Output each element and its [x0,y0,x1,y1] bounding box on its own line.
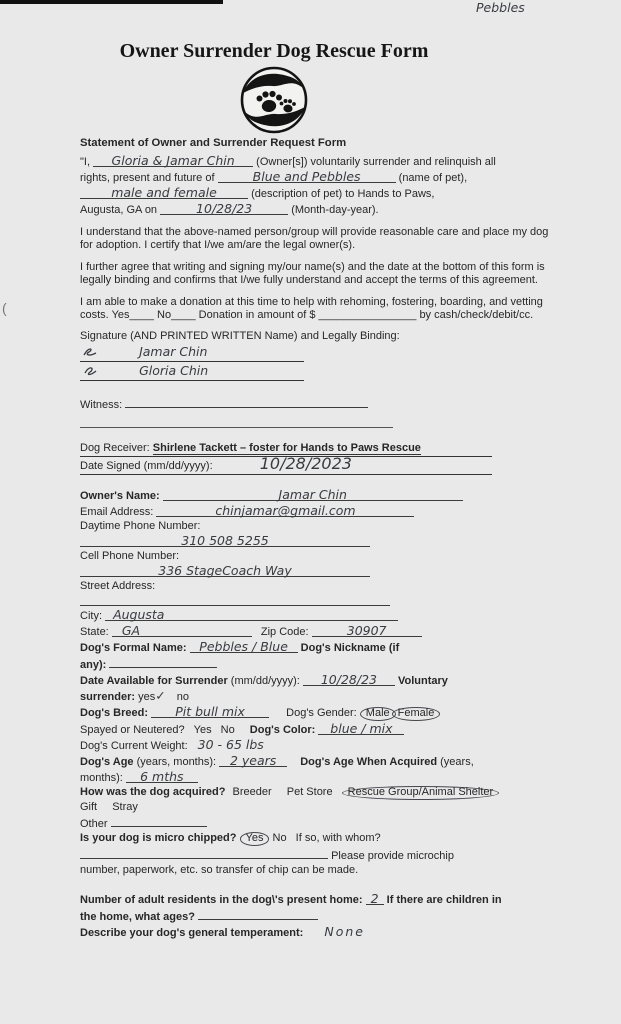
signature-scribble-icon [82,364,98,377]
cell-phone-label-row: Cell Phone Number: [80,550,180,562]
children-ages-row: the home, what ages? [80,908,552,924]
formal-name-row: Dog's Formal Name: Pebbles / Blue Dog's Nickname (if [80,639,400,654]
witness-row: Witness: [80,396,552,412]
scan-artifact-left-mark: ( [2,300,7,316]
date-available-row: Date Available for Surrender (mm/dd/yyyy): 10/28/23 Voluntary [80,672,448,687]
daytime-phone-blank: 310 508 5255 [80,534,370,547]
paragraph-donation: I am able to make a donation at this time to help with rehoming, fostering, boarding, and vetting costs. Yes____ No____ Donation in amount of $ ________________ by cash/check/debit/cc. [80,296,543,321]
witness-extra-line [80,415,393,428]
form-body [80,137,552,941]
weight-blank: 30 - 65 lbs [197,737,264,752]
temperament-row: Describe your dog's general temperament: None [80,924,365,939]
microchip-row: Is your dog is micro chipped? Yes No If so, with whom? [80,832,381,844]
chip-whom-blank [80,847,328,859]
date-signed-value: 10/28/2023 [259,454,352,473]
street-address-label-row: Street Address: [80,580,156,592]
street-address-value-row [80,594,552,607]
city-blank: Augusta [105,608,398,621]
age-acquired-row: months): 6 mths [80,770,552,785]
temperament-value: None [324,924,365,939]
owners-name-blank: Gloria & Jamar Chin [93,154,253,167]
state-blank: GA [112,624,252,637]
dog-receiver-row: Dog Receiver: Shirlene Tackett – foster for Hands to Paws Rescue [80,442,492,457]
statement-line-2: rights, present and future of Blue and Pebbles (name of pet), [80,169,468,184]
date-available-blank: 10/28/23 [303,673,395,686]
witness-blank [125,396,368,408]
daytime-phone-label-row: Daytime Phone Number: [80,520,201,532]
corner-note-dog-name: Pebbles [476,0,525,15]
gender-male-circled: Male [360,707,396,721]
gift-stray-row: Gift Stray [80,801,138,813]
statement-line-4: Augusta, GA on 10/28/23 (Month-day-year). [80,201,379,216]
other-blank [111,815,207,827]
voluntary-surrender-row: surrender: yes✓ no [80,688,190,703]
weight-row: Dog's Current Weight: 30 - 65 lbs [80,738,552,753]
scan-artifact-top-bar [0,0,223,4]
zip-blank: 30907 [312,624,422,637]
receiver-block [80,442,552,475]
statement-heading: Statement of Owner and Surrender Request Form [80,137,347,149]
cell-phone-value-row [80,564,552,579]
chip-yes-circled: Yes [240,832,270,846]
microchip-note-row: number, paperwork, etc. so transfer of chip can be made. [80,864,359,876]
nickname-blank [109,656,217,668]
date-signed-row: Date Signed (mm/dd/yyyy): 10/28/2023 [80,457,492,475]
formal-name-blank: Pebbles / Blue [190,640,298,653]
statement-line-3: male and female (description of pet) to Hands to Paws, [80,186,552,201]
owner-name-row: Owner's Name: Jamar Chin [80,488,552,503]
paragraph-legally-binding: I further agree that writing and signing my/our name(s) and the date at the bottom of this form is legally binding and confirms that I/we fully understand and accept the terms of this agreement. [80,261,545,286]
signature-scribble-icon [82,345,98,358]
age-acquired-blank: 6 mths [126,770,198,783]
owner-name-blank: Jamar Chin [163,488,463,501]
pet-name-blank: Blue and Pebbles [218,170,396,183]
nickname-row: any): [80,656,552,672]
signature-heading: Signature (AND PRINTED WRITTEN Name) and Legally Binding: [80,330,400,342]
surrender-date-blank: 10/28/23 [160,202,288,215]
home-info-block [80,892,552,940]
pet-description-blank: male and female [80,186,248,199]
how-rescue-circled: Rescue Group/Animal Shelter [342,786,500,800]
breed-blank: Pit bull mix [151,705,269,718]
other-row: Other [80,815,552,831]
how-acquired-row: How was the dog acquired? Breeder Pet Store Rescue Group/Animal Shelter [80,786,552,800]
dog-info-block [80,640,552,877]
cell-phone-blank: 336 StageCoach Way [80,564,370,577]
breed-gender-row: Dog's Breed: Pit bull mix Dog's Gender: Male Female [80,705,552,721]
email-row: Email Address: chinjamar@gmail.com [80,504,552,519]
signature-line-1: Jamar Chin [80,345,304,362]
dog-receiver-name: Shirlene Tackett – foster for Hands to Paws Rescue [152,442,421,454]
gender-female-circled: Female [392,707,441,721]
email-blank: chinjamar@gmail.com [156,504,414,517]
residents-row: Number of adult residents in the dog\'s present home: 2 If there are children in [80,891,502,906]
microchip-blank-row: Please provide microchip [80,847,552,863]
statement-line-1: "I, Gloria & Jamar Chin (Owner[s]) voluntarily surrender and relinquish all [80,153,496,168]
yes-checkmark: ✓ [155,688,166,703]
state-zip-row: State: GA Zip Code: 30907 [80,624,552,639]
form-title: Owner Surrender Dog Rescue Form [119,40,429,62]
spayed-color-row: Spayed or Neutered? Yes No Dog's Color: blue / mix [80,722,552,737]
owner-info-block [80,488,552,639]
hands-to-paws-logo-icon [239,65,309,135]
color-blank: blue / mix [318,722,404,735]
city-row: City: Augusta [80,608,552,623]
residents-blank: 2 [366,892,384,905]
signature-line-2: Gloria Chin [80,364,304,381]
age-row: Dog's Age (years, months): 2 years Dog's Age When Acquired (years, [80,753,474,768]
paragraph-reasonable-care: I understand that the above-named person/group will provide reasonable care and place my dog for adoption. I certify that I/we am/are the legal owner(s). [80,226,549,251]
daytime-phone-value-row [80,534,552,549]
children-ages-blank [198,908,318,920]
street-address-blank [80,594,390,606]
age-blank: 2 years [219,754,287,767]
